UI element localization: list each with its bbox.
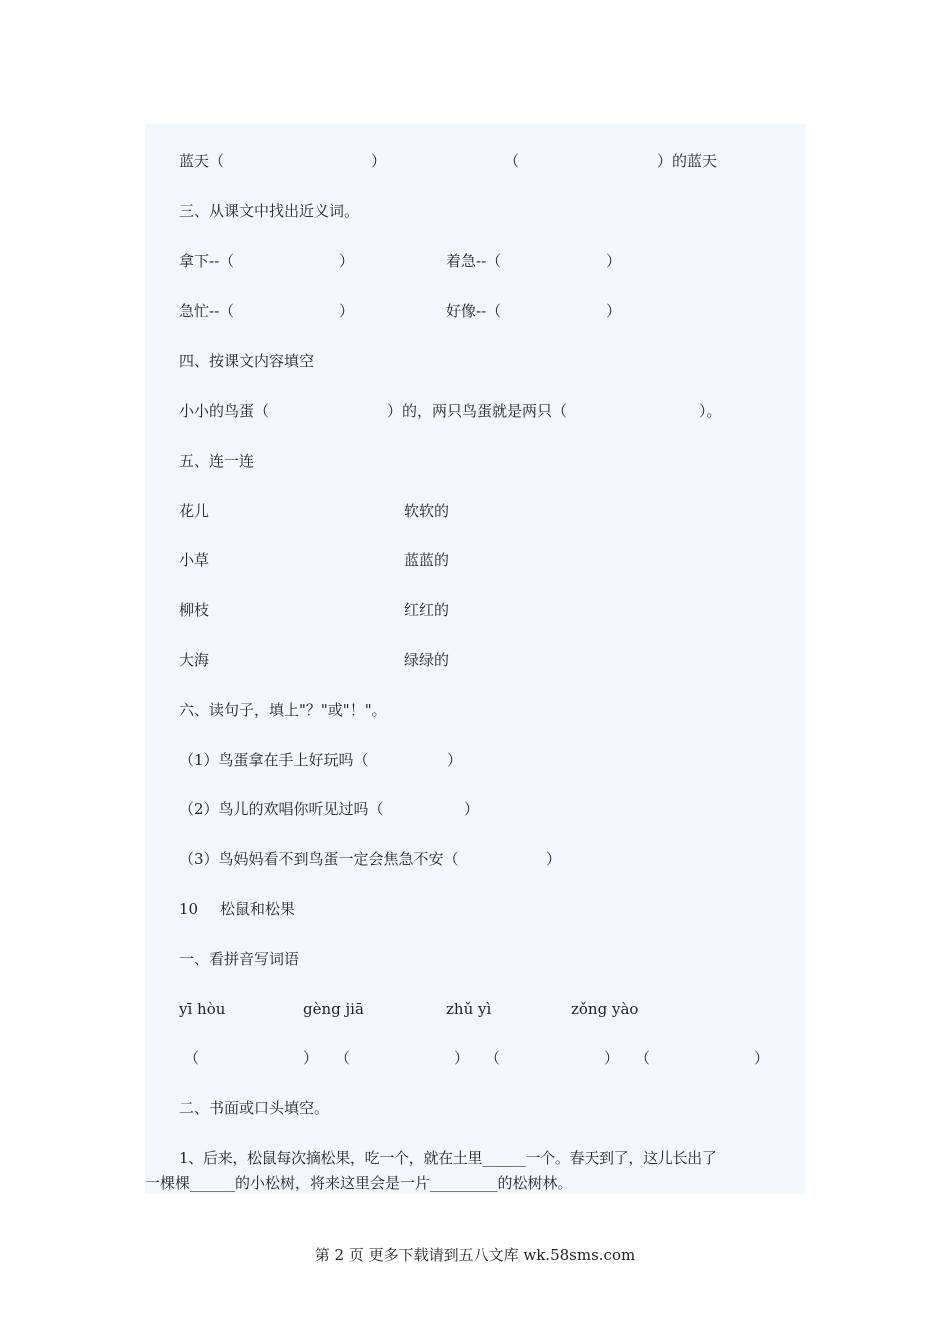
answer-box-open: （ (335, 1049, 351, 1067)
synonym-3-close: ） (339, 302, 355, 320)
lesson-section1-heading: 一、看拼音写词语 (179, 950, 300, 968)
punctuation-item-2-close: ） (464, 800, 480, 818)
synonym-2-label: 着急--（ (446, 252, 502, 270)
lesson-section2-heading: 二、书面或口头填空。 (179, 1099, 330, 1117)
section3-heading: 三、从课文中找出近义词。 (179, 202, 360, 220)
antonym-left-close: ） (371, 152, 387, 170)
answer-box-close: ） (754, 1049, 770, 1067)
match-right-item: 绿绿的 (404, 651, 450, 669)
synonym-1-label: 拿下--（ (179, 252, 235, 270)
synonym-4-close: ） (606, 302, 622, 320)
answer-box-open: （ (485, 1049, 501, 1067)
pinyin-item: zǒng yào (571, 1000, 639, 1018)
punctuation-item-1-close: ） (447, 751, 463, 769)
synonym-4-label: 好像--（ (446, 302, 502, 320)
answer-box-open: （ (635, 1049, 651, 1067)
punctuation-item-3-close: ） (546, 850, 562, 868)
match-right-item: 红红的 (404, 601, 450, 619)
lesson-title: 松鼠和松果 (220, 900, 296, 918)
antonym-right-open: （ (504, 152, 520, 170)
match-left-item: 大海 (179, 651, 210, 669)
synonym-1-close: ） (339, 252, 355, 270)
synonym-3-label: 急忙--（ (179, 302, 235, 320)
pinyin-item: yī hòu (179, 1000, 226, 1018)
answer-box-close: ） (303, 1049, 319, 1067)
lesson-number: 10 (179, 900, 199, 918)
match-right-item: 软软的 (404, 502, 450, 520)
match-left-item: 小草 (179, 551, 210, 569)
punctuation-item-1: （1）鸟蛋拿在手上好玩吗（ (179, 751, 369, 769)
pinyin-item: gèng jiā (303, 1000, 364, 1018)
antonym-left-label: 蓝天（ (179, 152, 225, 170)
answer-box-open: （ (184, 1049, 200, 1067)
section4-part1: 小小的鸟蛋（ (179, 402, 270, 420)
worksheet-page (145, 124, 806, 1194)
section5-heading: 五、连一连 (179, 452, 255, 470)
match-right-item: 蓝蓝的 (404, 551, 450, 569)
answer-box-close: ） (454, 1049, 470, 1067)
pinyin-item: zhǔ yì (446, 1000, 492, 1018)
fill-paragraph-line-2: 一棵棵______的小松树，将来这里会是一片_________的松树林。 (145, 1174, 573, 1192)
fill-paragraph-line-1: 1、后来，松鼠每次摘松果，吃一个，就在土里______一个。春天到了，这儿长出了 (179, 1149, 717, 1167)
section6-heading: 六、读句子，填上"？"或"！"。 (179, 701, 387, 719)
section4-part2: ）的，两只鸟蛋就是两只（ (387, 402, 568, 420)
punctuation-item-2: （2）鸟儿的欢唱你听见过吗（ (179, 800, 384, 818)
match-left-item: 花儿 (179, 502, 210, 520)
section4-heading: 四、按课文内容填空 (179, 352, 315, 370)
page-footer: 第 2 页 更多下载请到五八文库 wk.58sms.com (314, 1246, 636, 1264)
match-left-item: 柳枝 (179, 601, 210, 619)
synonym-2-close: ） (606, 252, 622, 270)
section4-part3: ）。 (699, 402, 722, 420)
answer-box-close: ） (604, 1049, 620, 1067)
antonym-right-label: ）的蓝天 (657, 152, 718, 170)
punctuation-item-3: （3）鸟妈妈看不到鸟蛋一定会焦急不安（ (179, 850, 459, 868)
